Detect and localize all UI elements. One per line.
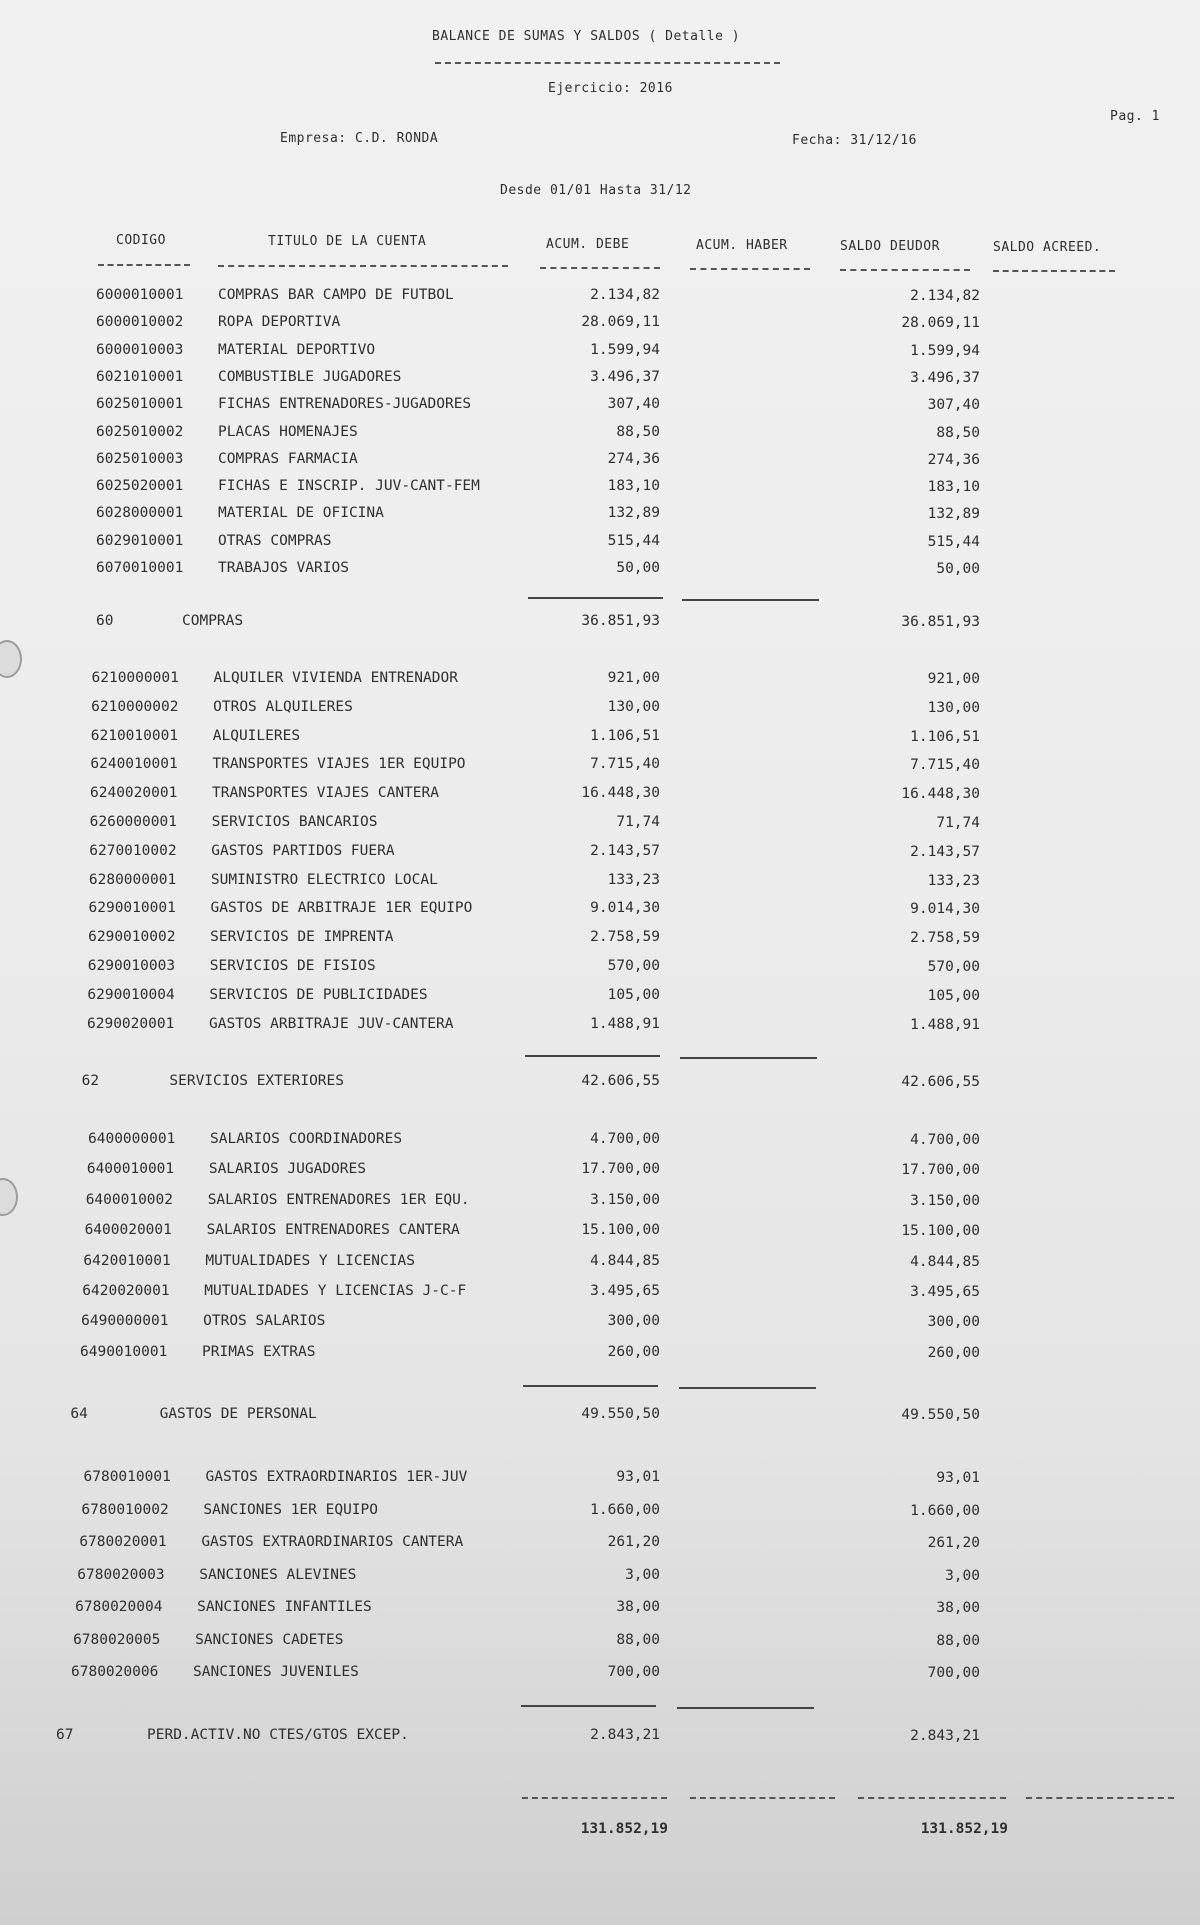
account-code: 6400010002 <box>85 1191 174 1208</box>
subtotal-debe-value: 42.606,55 <box>581 1073 660 1089</box>
account-name: SANCIONES ALEVINES <box>199 1566 357 1583</box>
subtotal-rule-debe <box>521 1705 656 1707</box>
acum-debe-value: 2.143,57 <box>590 842 660 859</box>
acum-debe-value: 71,74 <box>616 814 660 830</box>
saldo-deudor-value: 105,00 <box>927 987 980 1004</box>
acum-debe-value: 700,00 <box>607 1664 660 1680</box>
saldo-deudor-value: 300,00 <box>927 1314 980 1331</box>
account-code: 6420010001 <box>83 1252 171 1269</box>
account-name: TRANSPORTES VIAJES 1ER EQUIPO <box>212 756 466 773</box>
saldo-deudor-value: 132,89 <box>927 506 980 523</box>
account-name: COMPRAS FARMACIA <box>218 450 358 467</box>
account-name: OTROS SALARIOS <box>203 1313 326 1330</box>
account-name: SALARIOS COORDINADORES <box>210 1131 403 1147</box>
exercise-label: Ejercicio: 2016 <box>548 81 673 96</box>
acum-debe-value: 15.100,00 <box>581 1222 660 1239</box>
account-code: 6210000001 <box>91 670 179 686</box>
account-code: 6290010003 <box>87 958 176 974</box>
company-label: Empresa: C.D. RONDA <box>280 131 439 146</box>
saldo-deudor-value: 515,44 <box>927 533 980 550</box>
acum-debe-value: 274,36 <box>607 450 660 467</box>
saldo-deudor-value: 28.069,11 <box>901 315 980 332</box>
acum-debe-value: 183,10 <box>607 478 660 495</box>
subtotal-saldo-value: 2.843,21 <box>910 1728 980 1744</box>
acum-debe-value: 1.488,91 <box>590 1015 660 1032</box>
subtotal-debe-value: 36.851,93 <box>581 613 660 629</box>
col-header-credit: ACUM. HABER <box>696 238 788 253</box>
saldo-deudor-value: 570,00 <box>927 959 980 975</box>
col-header-title: TITULO DE LA CUENTA <box>268 234 427 249</box>
saldo-deudor-value: 261,20 <box>927 1535 980 1551</box>
saldo-deudor-value: 307,40 <box>927 397 980 414</box>
account-name: TRABAJOS VARIOS <box>218 560 349 576</box>
account-name: PLACAS HOMENAJES <box>218 423 358 440</box>
subtotal-rule-haber <box>679 1387 816 1389</box>
period-label: Desde 01/01 Hasta 31/12 <box>500 183 692 198</box>
acum-debe-value: 17.700,00 <box>581 1161 660 1178</box>
acum-debe-value: 105,00 <box>607 986 660 1003</box>
account-code: 6025010002 <box>96 423 184 440</box>
account-code: 6280000001 <box>88 871 177 888</box>
account-name: ROPA DEPORTIVA <box>218 314 341 331</box>
account-code: 6000010001 <box>96 287 184 303</box>
header-underline-balance-credit <box>993 270 1115 272</box>
account-code: 6240020001 <box>90 785 178 802</box>
account-code: 6270010002 <box>89 842 177 859</box>
account-code: 6000010002 <box>96 314 184 331</box>
account-name: SANCIONES 1ER EQUIPO <box>203 1501 379 1518</box>
account-code: 6780020003 <box>77 1566 165 1583</box>
acum-debe-value: 88,50 <box>616 423 660 440</box>
saldo-deudor-value: 260,00 <box>927 1344 980 1361</box>
total-dash-debe <box>522 1797 667 1799</box>
saldo-deudor-value: 3,00 <box>945 1567 980 1584</box>
acum-debe-value: 7.715,40 <box>590 756 660 773</box>
saldo-deudor-value: 93,01 <box>936 1470 980 1486</box>
acum-debe-value: 50,00 <box>616 560 660 576</box>
account-name: GASTOS EXTRAORDINARIOS CANTERA <box>201 1534 464 1550</box>
acum-debe-value: 3,00 <box>625 1566 660 1583</box>
saldo-deudor-value: 1.660,00 <box>910 1502 980 1519</box>
col-header-code: CODIGO <box>116 233 166 248</box>
account-name: GASTOS ARBITRAJE JUV-CANTERA <box>209 1015 454 1032</box>
subtotal-rule-debe <box>523 1385 658 1387</box>
page-number: Pag. 1 <box>1110 109 1160 124</box>
account-name: FICHAS ENTRENADORES-JUGADORES <box>218 396 472 413</box>
saldo-deudor-value: 16.448,30 <box>901 786 980 803</box>
account-name: SERVICIOS DE IMPRENTA <box>210 929 394 946</box>
subtotal-saldo-value: 42.606,55 <box>901 1074 980 1090</box>
acum-debe-value: 307,40 <box>607 396 660 413</box>
account-code: 6290010001 <box>88 900 176 917</box>
account-code: 6025020001 <box>96 478 184 495</box>
account-code: 6780010002 <box>81 1501 169 1518</box>
account-name: TRANSPORTES VIAJES CANTERA <box>212 785 439 802</box>
subtotal-rule-debe <box>525 1055 660 1057</box>
subtotal-rule-debe <box>528 597 663 599</box>
acum-debe-value: 3.495,65 <box>590 1283 660 1299</box>
saldo-deudor-value: 3.495,65 <box>910 1284 980 1300</box>
total-dash-saldo-deudor <box>858 1797 1006 1799</box>
account-code: 6780010001 <box>83 1469 171 1485</box>
account-name: MATERIAL DEPORTIVO <box>218 341 376 358</box>
saldo-deudor-value: 9.014,30 <box>910 901 980 918</box>
subtotal-code: 67 <box>56 1727 74 1743</box>
saldo-deudor-value: 1.106,51 <box>910 728 980 745</box>
account-code: 6290010004 <box>87 986 175 1003</box>
acum-debe-value: 570,00 <box>607 958 660 974</box>
account-name: GASTOS EXTRAORDINARIOS 1ER-JUV <box>205 1469 468 1485</box>
saldo-deudor-value: 130,00 <box>927 699 980 716</box>
account-code: 6000010003 <box>96 341 184 358</box>
saldo-deudor-value: 3.150,00 <box>910 1192 980 1209</box>
saldo-deudor-value: 88,50 <box>936 424 980 441</box>
account-name: ALQUILERES <box>212 727 301 744</box>
account-name: SANCIONES CADETES <box>195 1631 344 1648</box>
subtotal-name: PERD.ACTIV.NO CTES/GTOS EXCEP. <box>147 1727 409 1743</box>
acum-debe-value: 4.844,85 <box>590 1252 660 1269</box>
saldo-deudor-value: 2.758,59 <box>910 930 980 947</box>
account-code: 6780020006 <box>71 1664 159 1680</box>
acum-debe-value: 1.599,94 <box>590 341 660 358</box>
account-name: MUTUALIDADES Y LICENCIAS J-C-F <box>204 1283 467 1299</box>
account-name: SALARIOS ENTRENADORES CANTERA <box>206 1222 460 1239</box>
account-code: 6780020005 <box>73 1631 161 1648</box>
acum-debe-value: 1.106,51 <box>590 727 660 744</box>
acum-debe-value: 130,00 <box>607 698 660 715</box>
report-title: BALANCE DE SUMAS Y SALDOS ( Detalle ) <box>432 29 741 44</box>
account-code: 6780020004 <box>75 1599 163 1615</box>
account-name: MUTUALIDADES Y LICENCIAS <box>205 1252 415 1269</box>
subtotal-debe-value: 49.550,50 <box>581 1406 660 1422</box>
account-code: 6260000001 <box>89 814 177 830</box>
subtotal-rule-haber <box>680 1057 817 1059</box>
account-name: GASTOS DE ARBITRAJE 1ER EQUIPO <box>210 900 473 917</box>
acum-debe-value: 3.496,37 <box>590 368 660 385</box>
subtotal-name: SERVICIOS EXTERIORES <box>169 1073 344 1089</box>
saldo-deudor-value: 38,00 <box>936 1600 980 1616</box>
account-code: 6290010002 <box>88 929 176 946</box>
subtotal-name: COMPRAS <box>182 613 244 629</box>
account-name: PRIMAS EXTRAS <box>202 1343 316 1360</box>
title-underline <box>435 62 780 64</box>
account-code: 6029010001 <box>96 532 184 549</box>
account-name: SUMINISTRO ELECTRICO LOCAL <box>210 871 438 888</box>
subtotal-rule-haber <box>677 1707 814 1709</box>
subtotal-code: 60 <box>96 613 114 629</box>
account-name: SANCIONES JUVENILES <box>193 1664 359 1680</box>
account-name: SALARIOS JUGADORES <box>208 1161 366 1178</box>
account-code: 6028000001 <box>96 505 184 522</box>
account-code: 6210000002 <box>91 698 179 715</box>
account-code: 6210010001 <box>90 727 179 744</box>
saldo-deudor-value: 700,00 <box>927 1665 980 1681</box>
subtotal-saldo-value: 36.851,93 <box>901 614 980 630</box>
acum-debe-value: 300,00 <box>607 1313 660 1330</box>
account-name: SERVICIOS DE FISIOS <box>209 958 376 974</box>
total-saldo-value: 131.852,19 <box>920 1821 1008 1837</box>
account-code: 6490000001 <box>81 1313 169 1330</box>
saldo-deudor-value: 1.599,94 <box>910 342 980 359</box>
account-name: SERVICIOS BANCARIOS <box>211 814 378 830</box>
account-name: FICHAS E INSCRIP. JUV-CANT-FEM <box>218 478 480 495</box>
acum-debe-value: 133,23 <box>607 871 660 888</box>
acum-debe-value: 260,00 <box>607 1343 660 1360</box>
col-header-debit: ACUM. DEBE <box>546 237 630 252</box>
saldo-deudor-value: 2.143,57 <box>910 843 980 860</box>
header-underline-debit <box>540 267 660 269</box>
account-name: SANCIONES INFANTILES <box>197 1599 372 1615</box>
acum-debe-value: 132,89 <box>607 505 660 522</box>
header-underline-credit <box>690 268 810 270</box>
total-debe-value: 131.852,19 <box>580 1821 668 1837</box>
subtotal-saldo-value: 49.550,50 <box>901 1407 980 1423</box>
account-name: COMBUSTIBLE JUGADORES <box>218 368 402 385</box>
acum-debe-value: 9.014,30 <box>590 900 660 917</box>
account-code: 6025010001 <box>96 396 184 413</box>
account-code: 6240010001 <box>90 756 178 773</box>
acum-debe-value: 38,00 <box>616 1599 660 1615</box>
acum-debe-value: 16.448,30 <box>581 785 660 802</box>
subtotal-code: 64 <box>70 1406 88 1422</box>
account-code: 6025010003 <box>96 450 184 467</box>
account-code: 6070010001 <box>96 560 184 576</box>
col-header-balance-credit: SALDO ACREED. <box>993 240 1102 255</box>
saldo-deudor-value: 2.134,82 <box>910 288 980 304</box>
saldo-deudor-value: 17.700,00 <box>901 1162 980 1179</box>
saldo-deudor-value: 4.844,85 <box>910 1253 980 1270</box>
acum-debe-value: 515,44 <box>607 532 660 549</box>
saldo-deudor-value: 921,00 <box>927 671 980 687</box>
subtotal-rule-haber <box>682 599 819 601</box>
saldo-deudor-value: 88,00 <box>936 1632 980 1649</box>
account-code: 6490010001 <box>80 1343 168 1360</box>
date-label: Fecha: 31/12/16 <box>792 133 917 148</box>
account-code: 6400020001 <box>84 1222 172 1239</box>
subtotal-name: GASTOS DE PERSONAL <box>159 1406 317 1422</box>
saldo-deudor-value: 15.100,00 <box>901 1223 980 1240</box>
account-code: 6780020001 <box>79 1534 167 1550</box>
saldo-deudor-value: 3.496,37 <box>910 369 980 386</box>
account-code: 6420020001 <box>82 1283 170 1299</box>
acum-debe-value: 261,20 <box>607 1534 660 1550</box>
account-name: SALARIOS ENTRENADORES 1ER EQU. <box>207 1191 470 1208</box>
saldo-deudor-value: 133,23 <box>927 872 980 889</box>
account-name: GASTOS PARTIDOS FUERA <box>211 842 395 859</box>
saldo-deudor-value: 50,00 <box>936 561 980 577</box>
account-code: 6290020001 <box>87 1015 175 1032</box>
header-underline-code <box>98 264 190 266</box>
acum-debe-value: 3.150,00 <box>590 1191 660 1208</box>
saldo-deudor-value: 183,10 <box>927 479 980 496</box>
account-name: COMPRAS BAR CAMPO DE FUTBOL <box>218 287 454 303</box>
account-name: SERVICIOS DE PUBLICIDADES <box>209 986 428 1003</box>
account-code: 6400010001 <box>86 1161 175 1178</box>
account-name: MATERIAL DE OFICINA <box>218 505 384 522</box>
total-dash-haber <box>690 1797 835 1799</box>
saldo-deudor-value: 274,36 <box>927 451 980 468</box>
total-dash-saldo-acreedor <box>1026 1797 1174 1799</box>
account-name: OTROS ALQUILERES <box>213 698 353 715</box>
acum-debe-value: 93,01 <box>616 1469 660 1485</box>
acum-debe-value: 28.069,11 <box>581 314 660 331</box>
account-name: OTRAS COMPRAS <box>218 532 332 549</box>
col-header-balance-debit: SALDO DEUDOR <box>840 239 940 254</box>
acum-debe-value: 4.700,00 <box>590 1131 660 1147</box>
saldo-deudor-value: 1.488,91 <box>910 1016 980 1033</box>
punch-hole <box>0 1178 18 1216</box>
acum-debe-value: 2.134,82 <box>590 287 660 303</box>
saldo-deudor-value: 71,74 <box>936 815 980 831</box>
punch-hole <box>0 640 22 678</box>
account-name: ALQUILER VIVIENDA ENTRENADOR <box>213 670 458 686</box>
subtotal-debe-value: 2.843,21 <box>590 1727 660 1743</box>
acum-debe-value: 921,00 <box>607 670 660 686</box>
account-code: 6400000001 <box>88 1131 176 1147</box>
saldo-deudor-value: 7.715,40 <box>910 757 980 774</box>
header-underline-balance-debit <box>840 269 970 271</box>
account-code: 6021010001 <box>96 368 184 385</box>
acum-debe-value: 1.660,00 <box>590 1501 660 1518</box>
acum-debe-value: 88,00 <box>616 1631 660 1648</box>
header-underline-title <box>218 265 508 267</box>
subtotal-code: 62 <box>81 1073 100 1089</box>
acum-debe-value: 2.758,59 <box>590 929 660 946</box>
saldo-deudor-value: 4.700,00 <box>910 1132 980 1148</box>
